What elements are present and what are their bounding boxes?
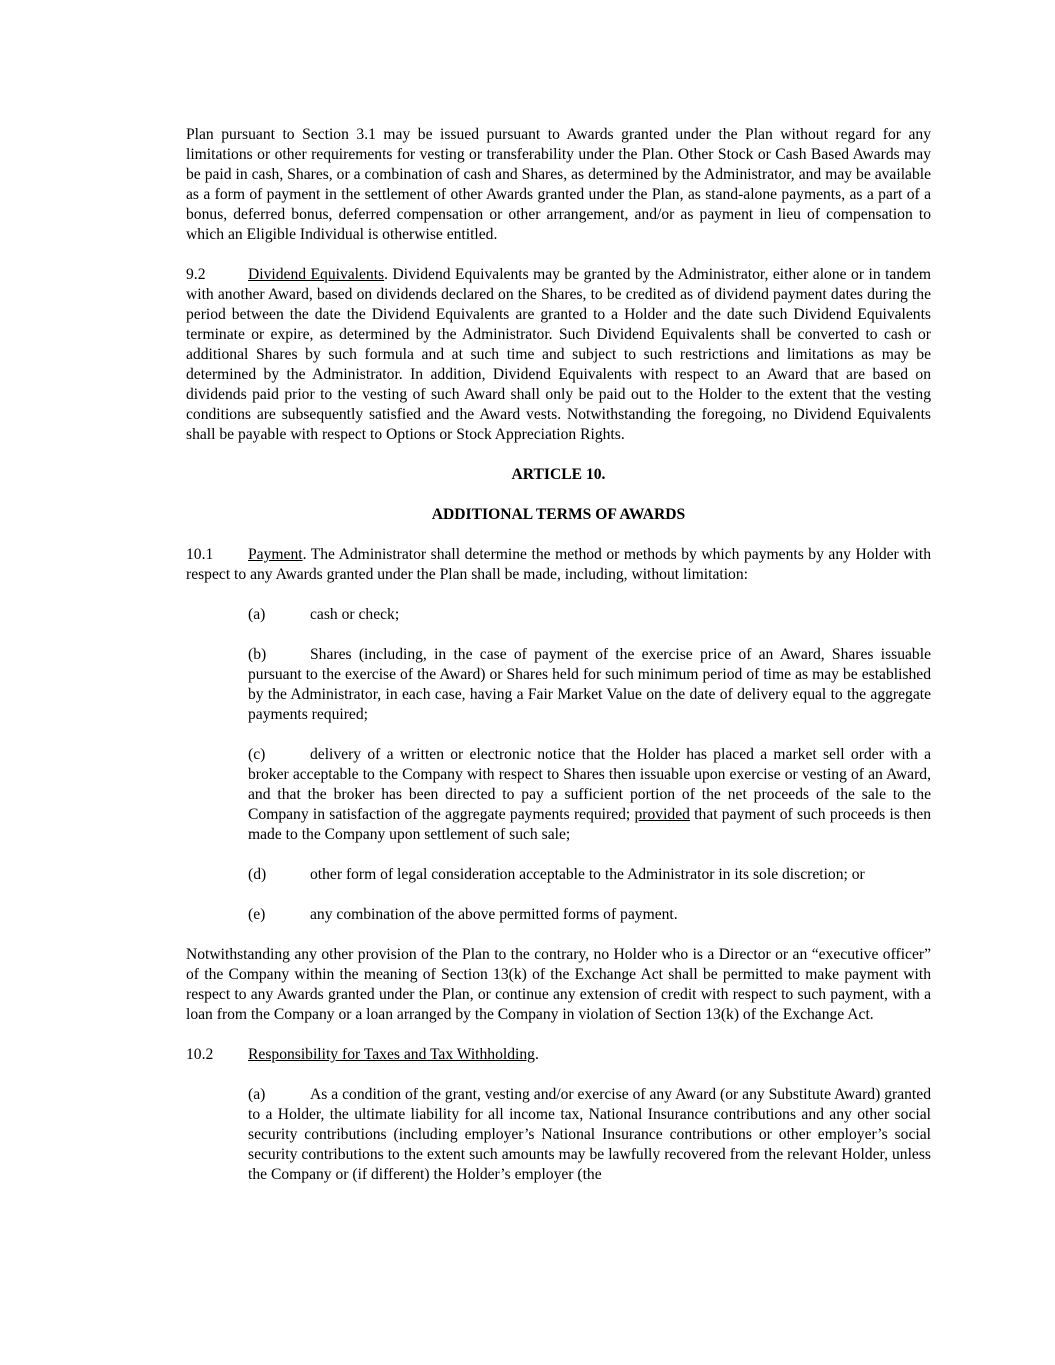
section-title: Responsibility for Taxes and Tax Withholding: [248, 1046, 535, 1063]
section-title-end: .: [534, 1046, 539, 1063]
section-title: Dividend Equivalents: [248, 266, 385, 283]
item-label: (e): [248, 906, 266, 923]
item-label: (a): [248, 1086, 266, 1103]
document-body: [186, 125, 931, 1185]
list-item-c: [248, 745, 931, 845]
section-10-2-a: [248, 1085, 931, 1185]
section-text: . The Administrator shall determine the method or methods by which payments by any Holder with respect to any Awards granted under the Plan shall be made, including, without limitation:: [186, 546, 931, 583]
list-item-d: [248, 865, 931, 885]
item-text: Shares (including, in the case of payment of the exercise price of an Award, Shares issuable pursuant to the exercise of the Award) or Shares held for such minimum period of time as may be established by the Administrator, in each case, having a Fair Market Value on the date of delivery equal to the aggregate payments required;: [248, 646, 931, 723]
item-text: cash or check;: [310, 606, 400, 623]
section-text: . Dividend Equivalents may be granted by the Administrator, either alone or in tandem with another Award, based on dividends declared on the Shares, to be credited as of dividend payment dates during the period between the date the Dividend Equivalents are granted to a Holder and the date such Dividend Equivalents terminate or expire, as determined by the Administrator. Such Dividend Equivalents shall be converted to cash or additional Shares by such formula and at such time and subject to such restrictions and limitations as may be determined by the Administrator. In addition, Dividend Equivalents with respect to an Award that are based on dividends paid prior to the vesting of such Award shall only be paid out to the Holder to the extent that the vesting conditions are subsequently satisfied and the Award vests. Notwithstanding the foregoing, no Dividend Equivalents shall be payable with respect to Options or Stock Appreciation Rights.: [186, 266, 931, 443]
section-title: Payment: [248, 546, 303, 563]
section-10-1: [186, 545, 931, 585]
item-label: (b): [248, 646, 267, 663]
article-title: ADDITIONAL TERMS OF AWARDS: [431, 506, 686, 523]
article-label: ARTICLE 10.: [511, 466, 606, 483]
item-label: (c): [248, 746, 266, 763]
item-text: any combination of the above permitted forms of payment.: [310, 906, 678, 923]
item-text-tail: that payment of such proceeds is then made to the Company upon settlement of such sale;: [248, 806, 931, 843]
item-text: delivery of a written or electronic notice that the Holder has placed a market sell order with a broker acceptable to the Company with respect to Shares then issuable upon exercise or vesting of an Award, and that the broker has been directed to pay a sufficient portion of the net proceeds of the sale to the Company in satisfaction of the aggregate payments required;: [248, 746, 931, 823]
section-number: 10.1: [186, 546, 214, 563]
item-label: (a): [248, 606, 266, 623]
list-item-b: [248, 645, 931, 725]
item-label: (d): [248, 866, 267, 883]
item-text: other form of legal consideration acceptable to the Administrator in its sole discretion; or: [310, 866, 865, 883]
section-10-2: [186, 1045, 931, 1065]
item-text: As a condition of the grant, vesting and/or exercise of any Award (or any Substitute Award) granted to a Holder, the ultimate liability for all income tax, National Insurance contributions and any other social security contributions (including employer’s National Insurance contributions or other employer’s social security contributions to the extent such amounts may be lawfully recovered from the relevant Holder, unless the Company or (if different) the Holder’s employer (the: [248, 1086, 931, 1183]
section-9-2: [186, 265, 931, 445]
list-item-e: [248, 905, 931, 925]
section-number: 9.2: [186, 266, 206, 283]
notwithstanding-paragraph: Notwithstanding any other provision of the Plan to the contrary, no Holder who is a Director or an “executive officer” of the Company within the meaning of Section 13(k) of the Exchange Act shall be permitted to make payment with respect to any Awards granted under the Plan, or continue any extension of credit with respect to such payment, with a loan from the Company or a loan arranged by the Company in violation of Section 13(k) of the Exchange Act.: [186, 946, 931, 1023]
item-underlined-word: provided: [634, 806, 690, 823]
intro-paragraph: Plan pursuant to Section 3.1 may be issued pursuant to Awards granted under the Plan without regard for any limitations or other requirements for vesting or transferability under the Plan. Other Stock or Cash Based Awards may be paid in cash, Shares, or a combination of cash and Shares, as determined by the Administrator, and may be available as a form of payment in the settlement of other Awards granted under the Plan, as stand-alone payments, as a part of a bonus, deferred bonus, deferred compensation or other arrangement, and/or as payment in lieu of compensation to which an Eligible Individual is otherwise entitled.: [186, 126, 931, 243]
list-item-a: [248, 605, 931, 625]
section-number: 10.2: [186, 1046, 214, 1063]
